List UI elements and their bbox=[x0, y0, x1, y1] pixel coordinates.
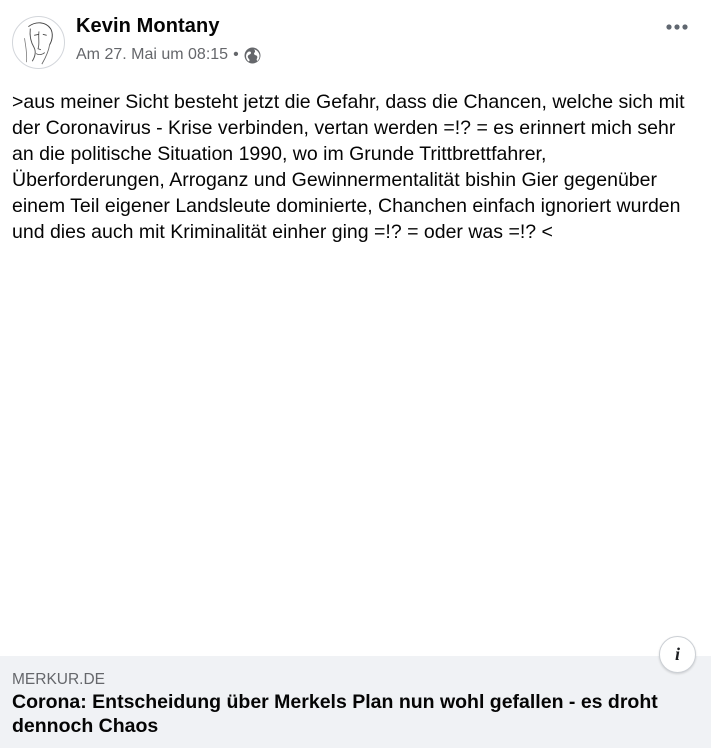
post-meta bbox=[76, 45, 261, 65]
link-title[interactable]: Corona: Entscheidung über Merkels Plan nun wohl gefallen - es droht dennoch Chaos bbox=[12, 691, 658, 737]
post-header bbox=[0, 0, 711, 80]
meta-separator: • bbox=[233, 46, 239, 63]
avatar[interactable] bbox=[12, 16, 65, 69]
more-options-button[interactable] bbox=[660, 14, 694, 40]
more-horizontal-icon bbox=[665, 23, 689, 31]
link-preview-image[interactable] bbox=[0, 270, 711, 656]
author-name[interactable]: Kevin Montany bbox=[76, 15, 220, 37]
link-domain: MERKUR.DE bbox=[12, 671, 106, 688]
info-icon: i bbox=[674, 644, 680, 664]
globe-icon[interactable] bbox=[244, 47, 261, 64]
post-timestamp[interactable]: Am 27. Mai um 08:15 bbox=[76, 46, 229, 63]
info-button[interactable] bbox=[659, 636, 696, 673]
link-preview[interactable] bbox=[0, 656, 711, 748]
post-text: >aus meiner Sicht besteht jetzt die Gefahr, dass die Chancen, welche sich mit der Coronavirus - Krise verbinden, vertan werden =!? = es erinnert mich sehr an die politische Situation 1990, wo im Grunde Trittbrettfahrer, Überforderungen, Arroganz und Gewinnermentalität bishin Gier gegenüber einem Teil eigener Landsleute dominierte, Chanchen einfach ignoriert wurden und dies auch mit Kriminalität einher ging =!? = oder was =!? < bbox=[12, 91, 690, 243]
avatar-sketch-image bbox=[13, 17, 64, 68]
